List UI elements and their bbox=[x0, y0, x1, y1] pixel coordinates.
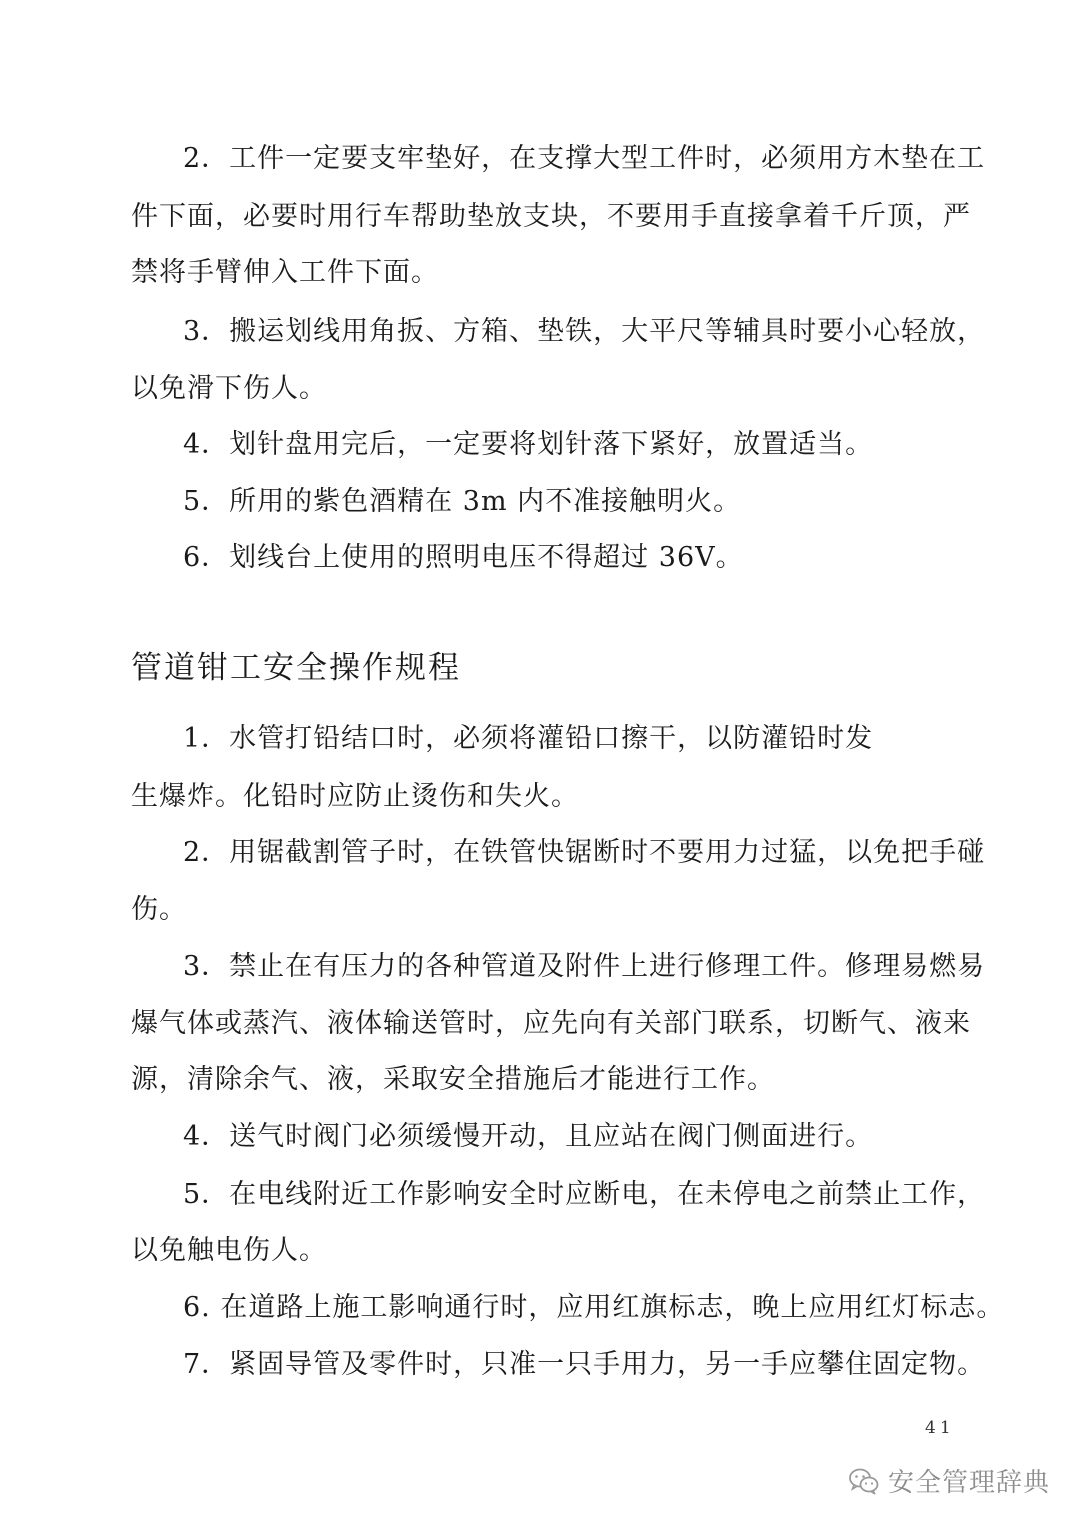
s1-item3-line1: 3．搬运划线用角扳、方箱、垫铁，大平尺等辅具时要小心轻放， bbox=[183, 316, 986, 347]
watermark-text: 安全管理辞典 bbox=[888, 1468, 1051, 1498]
s2-item5-line2: 以免触电伤人。 bbox=[131, 1235, 327, 1266]
s2-item2-line2: 伤。 bbox=[131, 894, 187, 925]
wechat-icon bbox=[848, 1467, 880, 1495]
s2-item1-line2: 生爆炸。化铅时应防止烫伤和失火。 bbox=[131, 781, 579, 812]
s2-item7: 7．紧固导管及零件时，只准一只手用力，另一手应攀住固定物。 bbox=[183, 1349, 986, 1380]
s2-item4: 4．送气时阀门必须缓慢开动，且应站在阀门侧面进行。 bbox=[183, 1121, 874, 1152]
s2-item2-line1: 2．用锯截割管子时，在铁管快锯断时不要用力过猛，以免把手碰 bbox=[183, 837, 986, 868]
s2-item6: 6. 在道路上施工影响通行时，应用红旗标志，晚上应用红灯标志。 bbox=[183, 1292, 1005, 1323]
s1-item4: 4．划针盘用完后，一定要将划针落下紧好，放置适当。 bbox=[183, 429, 874, 460]
s2-item3-line1: 3．禁止在有压力的各种管道及附件上进行修理工件。修理易燃易 bbox=[183, 951, 986, 982]
s2-item5-line1: 5．在电线附近工作影响安全时应断电，在未停电之前禁止工作， bbox=[183, 1179, 986, 1210]
s2-item3-line2: 爆气体或蒸汽、液体输送管时，应先向有关部门联系，切断气、液来 bbox=[131, 1008, 971, 1039]
s2-item3-line3: 源，清除余气、液，采取安全措施后才能进行工作。 bbox=[131, 1064, 775, 1095]
s1-item2-line2: 件下面，必要时用行车帮助垫放支块，不要用手直接拿着千斤顶，严 bbox=[131, 201, 971, 232]
s1-item6: 6．划线台上使用的照明电压不得超过 36V。 bbox=[183, 542, 744, 573]
s2-item1-line1: 1．水管打铅结口时，必须将灌铅口擦干，以防灌铅时发 bbox=[183, 723, 874, 754]
s1-item2-line3: 禁将手臂伸入工件下面。 bbox=[131, 257, 439, 288]
s1-item5: 5．所用的紫色酒精在 3m 内不准接触明火。 bbox=[183, 486, 742, 517]
section-heading: 管道钳工安全操作规程 bbox=[131, 650, 461, 686]
s1-item2-line1: 2．工件一定要支牢垫好，在支撑大型工件时，必须用方木垫在工 bbox=[183, 143, 986, 174]
watermark bbox=[848, 1462, 1050, 1499]
page-number: 41 bbox=[925, 1418, 955, 1438]
s1-item3-line2: 以免滑下伤人。 bbox=[131, 373, 327, 404]
